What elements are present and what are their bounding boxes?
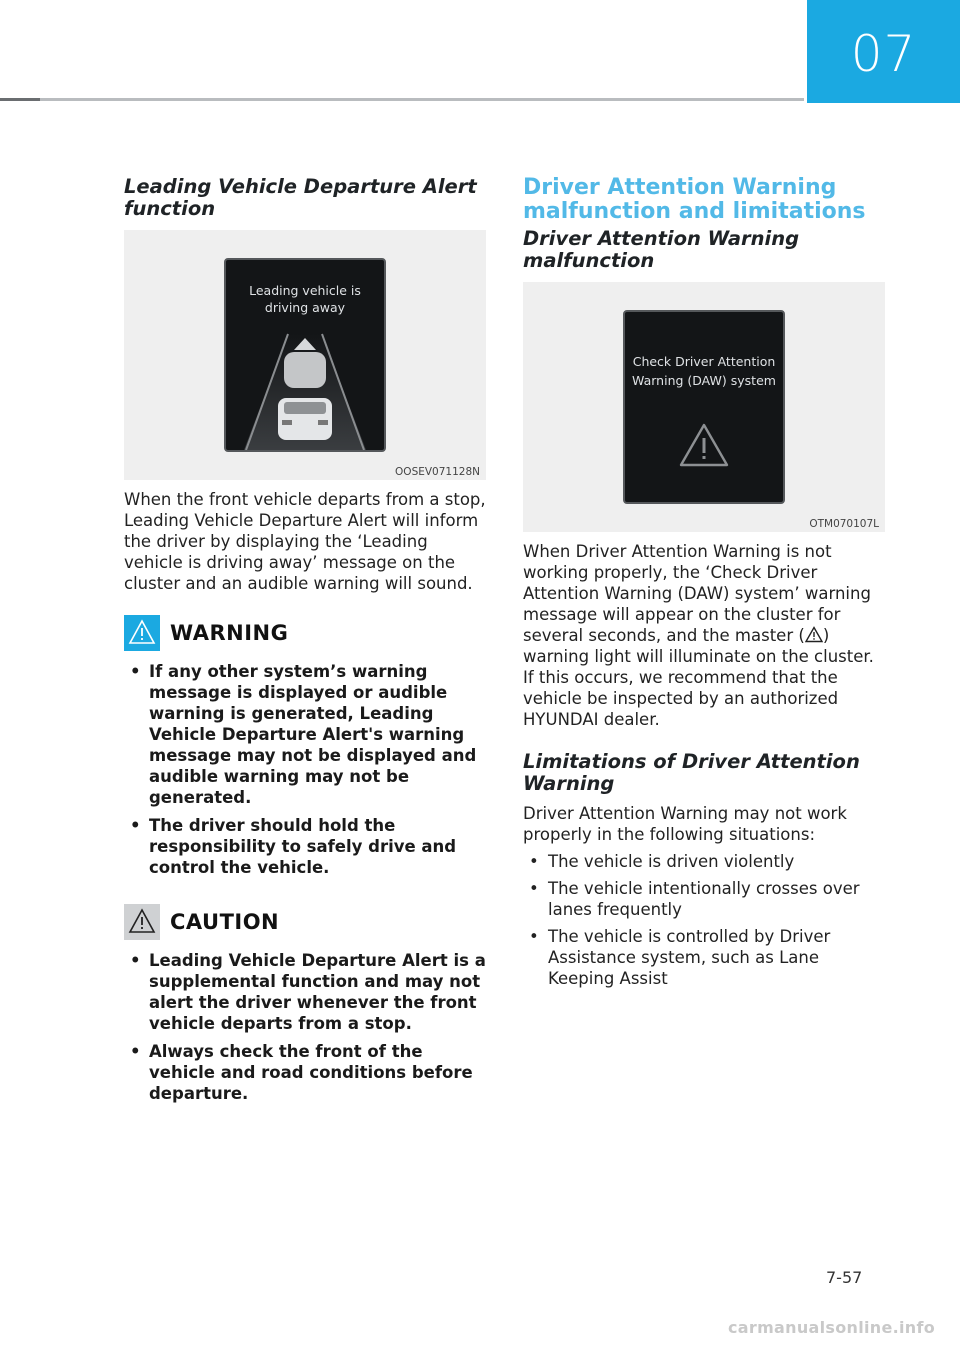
master-warning-icon bbox=[805, 626, 823, 643]
daw-figure bbox=[523, 282, 885, 532]
limitations-list bbox=[523, 851, 885, 989]
caution-title: CAUTION bbox=[170, 910, 280, 934]
leading-vehicle-figure bbox=[124, 230, 486, 480]
list-item: • The vehicle is driven violently bbox=[529, 852, 795, 871]
list-item: • Leading Vehicle Departure Alert is a supplemental function and may not alert the driver whenever the front vehicle departs from a stop. bbox=[130, 951, 486, 1033]
warning-list bbox=[124, 661, 486, 878]
caution-callout bbox=[124, 904, 486, 940]
warning-title: WARNING bbox=[170, 621, 289, 645]
leading-vehicle-heading: Leading Vehicle Departure Alert function bbox=[124, 175, 477, 220]
limitations-intro: Driver Attention Warning may not work properly in the following situations: bbox=[523, 804, 847, 844]
screen-message: Leading vehicle is driving away bbox=[249, 283, 361, 315]
road-car-icon bbox=[226, 330, 384, 450]
caution-icon bbox=[124, 904, 160, 940]
section-title: Driver Attention Warning malfunction and limitations bbox=[523, 175, 866, 224]
header-rule bbox=[0, 98, 804, 101]
page-number: 7-57 bbox=[826, 1268, 863, 1287]
figure-code: OOSEV071128N bbox=[395, 466, 480, 478]
list-item: • The vehicle intentionally crosses over lanes frequently bbox=[529, 879, 860, 919]
list-item: • The driver should hold the responsibility to safely drive and control the vehicle. bbox=[130, 816, 457, 877]
chapter-tab: 07 bbox=[807, 0, 960, 103]
list-item: • If any other system’s warning message is displayed or audible warning is generated, Leading Vehicle Departure Alert's warning message may not be displayed and audible warning may not be generated. bbox=[130, 662, 477, 807]
list-item: • The vehicle is controlled by Driver Assistance system, such as Lane Keeping Assist bbox=[529, 927, 831, 988]
malfunction-heading: Driver Attention Warning malfunction bbox=[523, 227, 800, 272]
cluster-screen bbox=[224, 258, 386, 452]
malfunction-description: When Driver Attention Warning is not working properly, the ‘Check Driver Attention Warning (DAW) system’ warning message will appear on the cluster for several seconds, and the master ( ) warning light will illuminate on the cluster. If this occurs, we recommend that the vehicle be inspected by an authorized HYUNDAI dealer. bbox=[523, 542, 874, 729]
caution-list bbox=[124, 950, 486, 1104]
cluster-screen bbox=[623, 310, 785, 504]
watermark: carmanualsonline.info bbox=[728, 1318, 936, 1337]
master-warning-icon bbox=[678, 422, 730, 468]
limitations-heading: Limitations of Driver Attention Warning bbox=[523, 750, 860, 795]
left-column bbox=[124, 176, 486, 1111]
list-item: • Always check the front of the vehicle and road conditions before departure. bbox=[130, 1042, 473, 1103]
screen-message: Check Driver Attention Warning (DAW) system bbox=[632, 354, 776, 388]
warning-callout bbox=[124, 615, 486, 651]
figure-code: OTM070107L bbox=[809, 518, 879, 530]
warning-icon bbox=[124, 615, 160, 651]
right-column bbox=[523, 176, 885, 995]
leading-vehicle-description: When the front vehicle departs from a stop, Leading Vehicle Departure Alert will inform the driver by displaying the ‘Leading vehicle is driving away’ message on the cluster and an audible warning will sound. bbox=[124, 490, 486, 593]
